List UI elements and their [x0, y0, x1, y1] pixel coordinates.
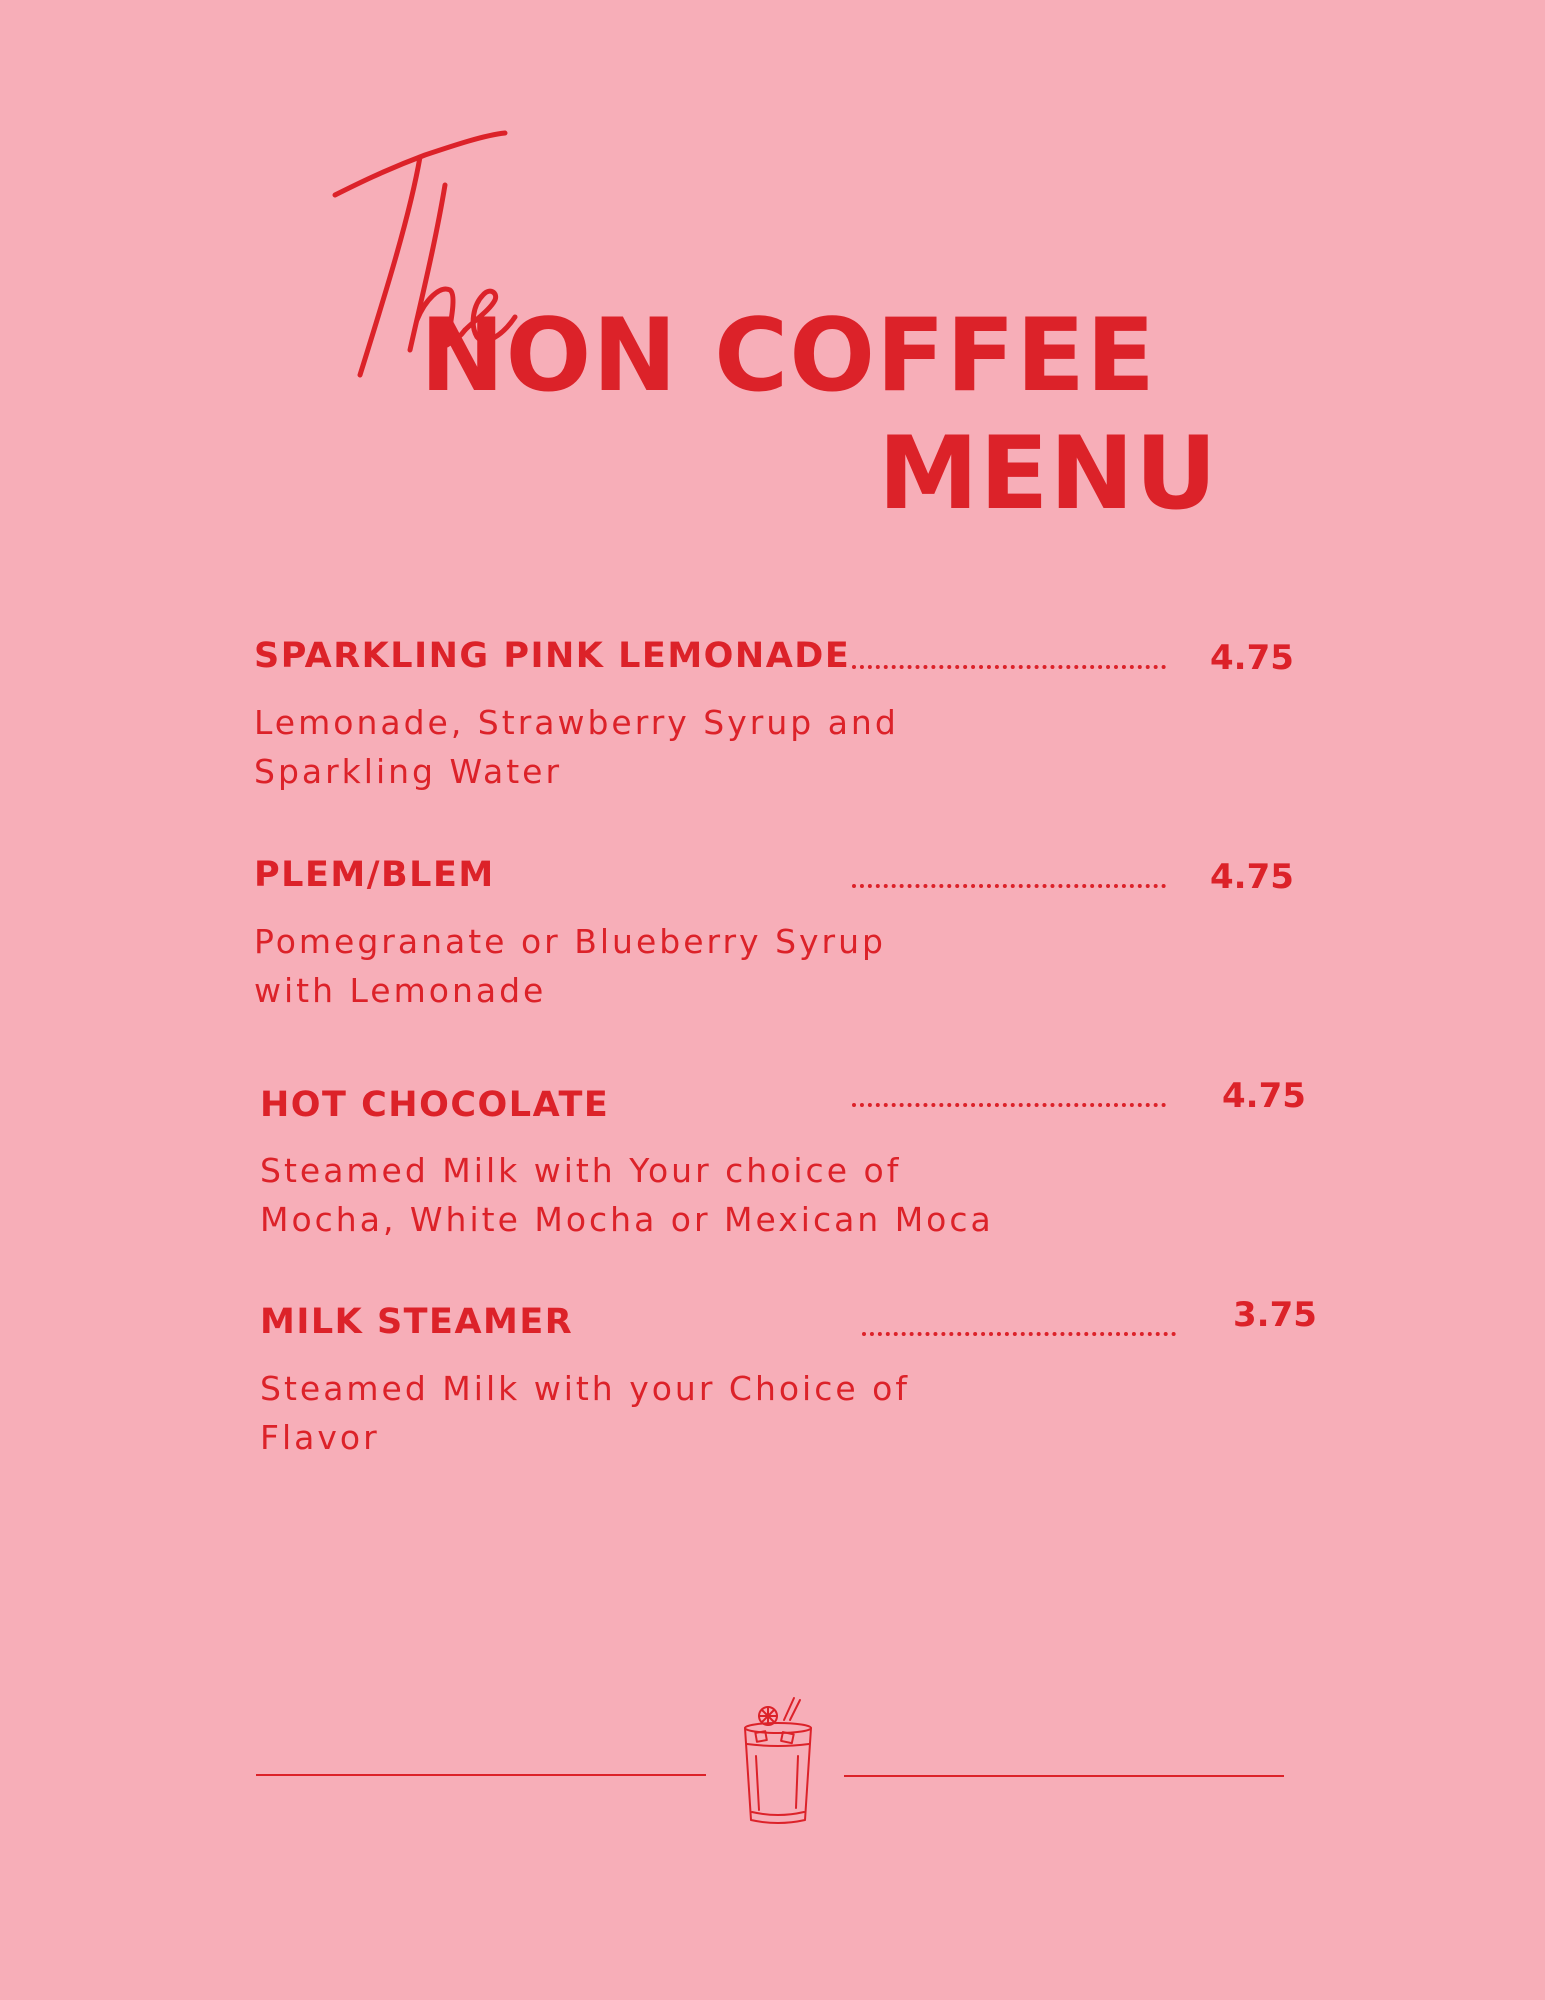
- item-name: PLEM/BLEM: [254, 855, 495, 895]
- item-name: SPARKLING PINK LEMONADE: [254, 636, 851, 676]
- item-price: 4.75: [1210, 638, 1294, 678]
- iced-drink-icon: [738, 1690, 818, 1830]
- item-description-line: Flavor: [260, 1418, 380, 1457]
- item-description-line: Steamed Milk with Your choice of: [260, 1151, 902, 1190]
- dotted-leader: [852, 1103, 1166, 1107]
- footer-divider-right: [844, 1775, 1284, 1777]
- item-name: MILK STEAMER: [260, 1302, 574, 1342]
- item-description-line: Sparkling Water: [254, 752, 563, 791]
- item-description-line: Pomegranate or Blueberry Syrup: [254, 922, 886, 961]
- item-price: 4.75: [1210, 857, 1294, 897]
- title-line-1: NON COFFEE: [420, 296, 1157, 414]
- dotted-leader: [852, 665, 1166, 669]
- dotted-leader: [862, 1332, 1176, 1336]
- item-description-line: Lemonade, Strawberry Syrup and: [254, 703, 899, 742]
- dotted-leader: [852, 884, 1166, 888]
- footer-divider-left: [256, 1774, 706, 1776]
- item-description-line: Mocha, White Mocha or Mexican Moca: [260, 1200, 994, 1239]
- item-name: HOT CHOCOLATE: [260, 1085, 610, 1125]
- item-price: 3.75: [1233, 1295, 1317, 1335]
- title-line-2: MENU: [878, 414, 1219, 532]
- item-description-line: Steamed Milk with your Choice of: [260, 1369, 910, 1408]
- item-price: 4.75: [1222, 1076, 1306, 1116]
- item-description-line: with Lemonade: [254, 971, 547, 1010]
